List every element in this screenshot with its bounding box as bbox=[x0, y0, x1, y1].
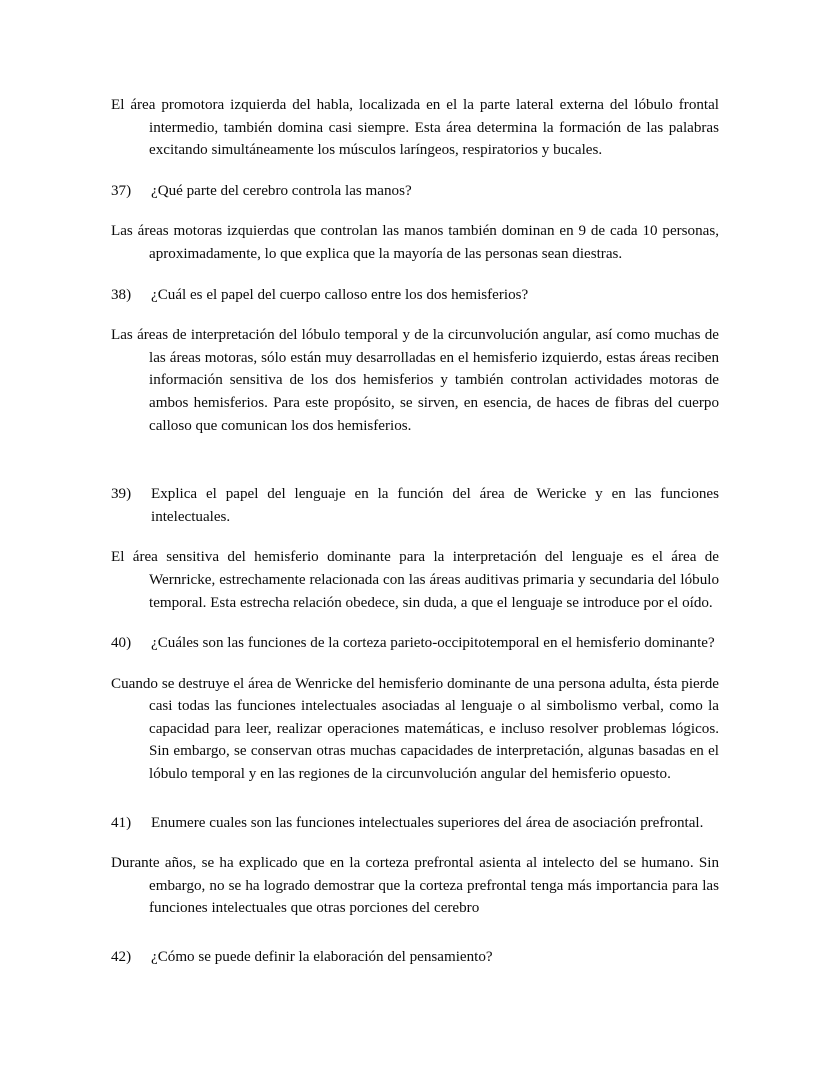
answer-paragraph-40: Cuando se destruye el área de Wenricke del hemisferio dominante de una persona adulta, ésta pierde casi todas las funciones intelectuales asociadas al lenguaje o al simbolismo verbal, como la capacidad para leer, realizar operaciones matemáticas, e incluso resolver problemas lógicos. Sin embargo, se conservan otras muchas capacidades de interpretación, algunas basadas en el lóbulo temporal y en las regiones de la circunvolución angular del hemisferio opuesto. bbox=[111, 675, 719, 783]
document-body bbox=[111, 94, 719, 975]
answer-paragraph-37: Las áreas motoras izquierdas que controlan las manos también dominan en 9 de cada 10 personas, aproximadamente, lo que explica que la mayoría de las personas sean diestras. bbox=[111, 223, 719, 262]
question-41 bbox=[111, 812, 719, 835]
answer-paragraph-36: El área promotora izquierda del habla, localizada en el la parte lateral externa del lóbulo frontal intermedio, también domina casi siempre. Esta área determina la formación de las palabras excitando simultáneamente los músculos laríngeos, respiratorios y bucales. bbox=[111, 97, 719, 159]
question-number: 41) bbox=[111, 814, 132, 831]
question-text: Enumere cuales son las funciones intelectuales superiores del área de asociación prefrontal. bbox=[151, 814, 704, 831]
question-text: ¿Qué parte del cerebro controla las manos? bbox=[151, 182, 412, 199]
question-39 bbox=[111, 483, 719, 528]
paragraph-spacer bbox=[111, 168, 719, 180]
question-number: 39) bbox=[111, 486, 132, 503]
question-text: ¿Cuál es el papel del cuerpo calloso entre los dos hemisferios? bbox=[151, 286, 529, 303]
question-40 bbox=[111, 632, 719, 655]
question-number: 42) bbox=[111, 949, 132, 966]
question-number: 40) bbox=[111, 635, 132, 652]
question-text: ¿Cómo se puede definir la elaboración del pensamiento? bbox=[151, 949, 493, 966]
question-42 bbox=[111, 946, 719, 969]
paragraph-spacer bbox=[111, 792, 719, 812]
answer-paragraph-41: Durante años, se ha explicado que en la corteza prefrontal asienta al intelecto del se humano. Sin embargo, no se ha logrado demostrar que la corteza prefrontal tenga más importancia para las funciones intelectuales que otras porciones del cerebro bbox=[111, 855, 719, 917]
question-37 bbox=[111, 180, 719, 203]
paragraph-spacer bbox=[111, 534, 719, 546]
paragraph-spacer bbox=[111, 443, 719, 483]
question-text: ¿Cuáles son las funciones de la corteza parieto-occipitotemporal en el hemisferio dominante? bbox=[151, 635, 715, 652]
paragraph-spacer bbox=[111, 840, 719, 852]
question-38 bbox=[111, 284, 719, 307]
paragraph-spacer bbox=[111, 620, 719, 632]
question-number: 37) bbox=[111, 182, 132, 199]
question-number: 38) bbox=[111, 286, 132, 303]
answer-paragraph-38: Las áreas de interpretación del lóbulo temporal y de la circunvolución angular, así como muchas de las áreas motoras, sólo están muy desarrolladas en el hemisferio izquierdo, estas áreas reciben información sensitiva de los dos hemisferios y también controlan actividades motoras de ambos hemisferios. Para este propósito, se sirven, en esencia, de haces de fibras del cuerpo calloso que comunican los dos hemisferios. bbox=[111, 327, 719, 434]
paragraph-spacer bbox=[111, 208, 719, 220]
paragraph-spacer bbox=[111, 312, 719, 324]
answer-paragraph-39: El área sensitiva del hemisferio dominante para la interpretación del lenguaje es el área de Wernricke, estrechamente relacionada con las áreas auditivas primaria y secundaria del lóbulo temporal. Esta estrecha relación obedece, sin duda, a que el lenguaje se introduce por el oído. bbox=[111, 549, 719, 611]
question-text: Explica el papel del lenguaje en la función del área de Wericke y en las funciones intelectuales. bbox=[151, 486, 719, 525]
paragraph-spacer bbox=[111, 926, 719, 946]
paragraph-spacer bbox=[111, 661, 719, 673]
paragraph-spacer bbox=[111, 272, 719, 284]
